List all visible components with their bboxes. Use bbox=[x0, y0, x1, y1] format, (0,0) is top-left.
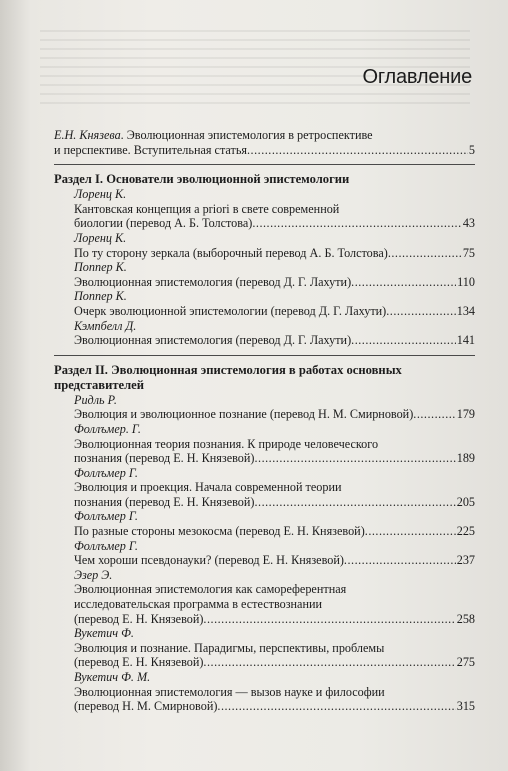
section-heading-cont: представителей bbox=[54, 377, 145, 392]
toc-entry[interactable] bbox=[54, 509, 475, 538]
toc-entry[interactable] bbox=[54, 187, 475, 231]
entry-author: Кэмпбелл Д. bbox=[74, 318, 137, 333]
entry-author: Лоренц К. bbox=[74, 230, 127, 245]
entry-title-line: Эволюционная эпистемология — вызов науке и философии bbox=[74, 684, 385, 699]
intro-author: Е.Н. Князева bbox=[54, 128, 121, 142]
entry-title-line: Эволюционная теория познания. К природе человеческого bbox=[74, 436, 379, 451]
dot-leader bbox=[217, 699, 455, 714]
toc-entry[interactable] bbox=[54, 260, 475, 289]
dot-leader bbox=[203, 655, 455, 670]
toc-entry[interactable] bbox=[54, 422, 475, 466]
dot-leader bbox=[413, 407, 455, 422]
toc-entry[interactable] bbox=[54, 289, 475, 318]
dot-leader bbox=[254, 451, 455, 466]
toc-intro-entry bbox=[54, 128, 475, 157]
toc-entry[interactable] bbox=[54, 393, 475, 422]
toc-section bbox=[54, 363, 475, 714]
page-number: 275 bbox=[456, 655, 475, 670]
entry-author: Эзер Э. bbox=[74, 567, 113, 582]
page-number: 315 bbox=[456, 699, 475, 714]
dot-leader bbox=[203, 612, 455, 627]
entry-title-last-line: По разные стороны мезокосма (перевод Е. Н. Князевой) bbox=[74, 524, 365, 539]
divider bbox=[54, 355, 475, 356]
dot-leader bbox=[344, 553, 456, 568]
section-heading: Раздел II. Эволюционная эпистемология в работах основных bbox=[54, 362, 402, 377]
entry-title-last-line: (перевод Е. Н. Князевой) bbox=[74, 611, 204, 626]
page-title: Оглавление bbox=[362, 66, 472, 88]
divider bbox=[54, 164, 475, 165]
entry-title-last-line: Эволюция и эволюционное познание (перевод Н. М. Смирновой) bbox=[74, 407, 414, 422]
dot-leader bbox=[252, 216, 461, 231]
entry-title-last-line: Очерк эволюционной эпистемологии (перевод Д. Г. Лахути) bbox=[74, 303, 387, 318]
toc-entry[interactable] bbox=[54, 670, 475, 714]
intro-title-line2: и перспективе. Вступительная статья bbox=[54, 142, 247, 157]
page-number: 141 bbox=[456, 333, 475, 348]
entry-title-last-line: (перевод Н. М. Смирновой) bbox=[74, 699, 218, 714]
toc-entry[interactable] bbox=[54, 626, 475, 670]
dot-leader bbox=[388, 246, 462, 261]
dot-leader bbox=[365, 524, 456, 539]
page-number: 189 bbox=[456, 451, 475, 466]
page-number: 237 bbox=[456, 553, 475, 568]
entry-author: Фоллъмер Г. bbox=[74, 465, 138, 480]
intro-title-line1: . Эволюционная эпистемология в ретроспективе bbox=[120, 128, 373, 142]
entry-title-last-line: Эволюционная эпистемология (перевод Д. Г. Лахути) bbox=[74, 333, 352, 348]
dot-leader bbox=[254, 495, 455, 510]
page-number: 110 bbox=[457, 274, 475, 289]
entry-author: Поппер К. bbox=[74, 289, 127, 304]
toc-entry[interactable] bbox=[54, 466, 475, 510]
entry-title-last-line: Чем хороши псевдонауки? (перевод Е. Н. Князевой) bbox=[74, 553, 344, 568]
toc-entry[interactable] bbox=[54, 231, 475, 260]
section-heading: Раздел I. Основатели эволюционной эпистемологии bbox=[54, 172, 350, 187]
page-number: 134 bbox=[456, 303, 475, 318]
entry-author: Фоллъмер. Г. bbox=[74, 421, 141, 436]
page-number: 75 bbox=[462, 245, 475, 260]
toc-entry[interactable] bbox=[54, 539, 475, 568]
toc-section bbox=[54, 172, 475, 348]
entry-author: Лоренц К. bbox=[74, 187, 127, 202]
entry-title-last-line: (перевод Е. Н. Князевой) bbox=[74, 655, 204, 670]
entry-author: Ридль Р. bbox=[74, 392, 117, 407]
page-number: 5 bbox=[468, 142, 475, 157]
entry-title-last-line: познания (перевод Е. Н. Князевой) bbox=[74, 494, 255, 509]
entry-author: Поппер К. bbox=[74, 260, 127, 275]
entry-title-line: Эволюционная эпистемология как самореферентная bbox=[74, 582, 347, 597]
entry-author: Вукетич Ф. bbox=[74, 626, 134, 641]
dot-leader bbox=[351, 275, 456, 290]
table-of-contents bbox=[54, 128, 475, 714]
entry-title-last-line: Эволюционная эпистемология (перевод Д. Г. Лахути) bbox=[74, 274, 352, 289]
page-number: 179 bbox=[456, 407, 475, 422]
page-number: 258 bbox=[456, 611, 475, 626]
toc-entry[interactable] bbox=[54, 568, 475, 626]
page-number: 225 bbox=[456, 524, 475, 539]
entry-title-last-line: познания (перевод Е. Н. Князевой) bbox=[74, 451, 255, 466]
entry-title-line: Эволюция и познание. Парадигмы, перспективы, проблемы bbox=[74, 640, 385, 655]
entry-title-line: Кантовская концепция a priori в свете современной bbox=[74, 201, 340, 216]
entry-title-last-line: По ту сторону зеркала (выборочный перевод А. Б. Толстова) bbox=[74, 245, 388, 260]
entry-title-line: исследовательская программа в естествознании bbox=[74, 597, 323, 612]
entry-author: Фоллъмер Г. bbox=[74, 538, 138, 553]
entry-title-last-line: биологии (перевод А. Б. Толстова) bbox=[74, 216, 253, 231]
entry-author: Вукетич Ф. М. bbox=[74, 670, 151, 684]
page-number: 43 bbox=[462, 216, 475, 231]
dot-leader bbox=[386, 304, 455, 319]
entry-author: Фоллъмер Г. bbox=[74, 509, 138, 524]
toc-sections bbox=[54, 172, 475, 714]
dot-leader bbox=[351, 333, 456, 348]
entry-title-line: Эволюция и проекция. Начала современной теории bbox=[74, 480, 342, 495]
dot-leader bbox=[247, 143, 468, 158]
toc-entry[interactable] bbox=[54, 319, 475, 348]
page-number: 205 bbox=[456, 494, 475, 509]
